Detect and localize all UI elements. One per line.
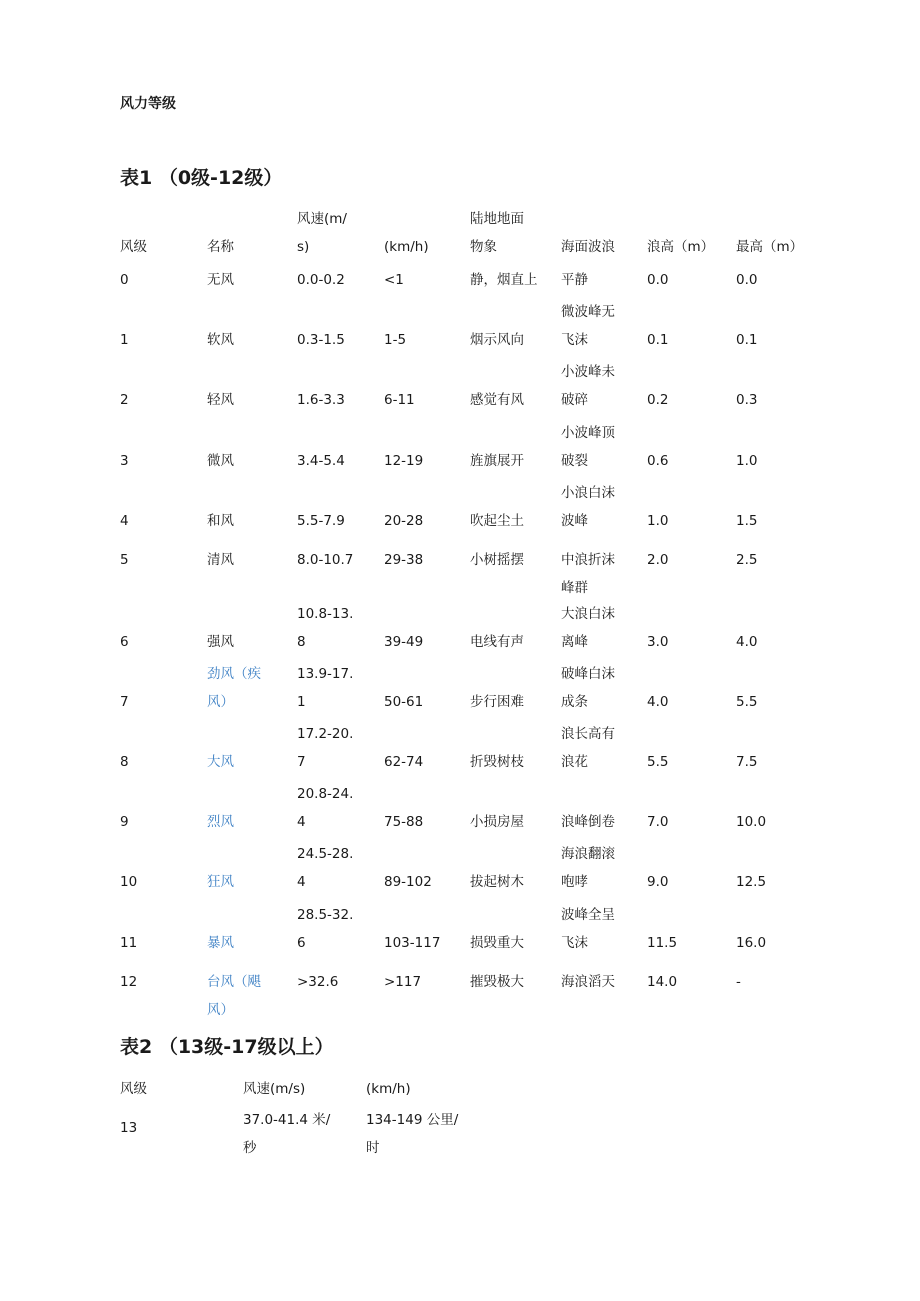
table1-cell: 89-102 [384, 874, 432, 890]
table1-cell: 12-19 [384, 453, 424, 469]
table1-cell: 4.0 [736, 634, 758, 650]
wind-name[interactable]: 大风 [207, 754, 234, 770]
table1-cell: 0.6 [647, 453, 669, 469]
table2-cell: 134-149 公里/ 时 [366, 1112, 459, 1156]
table1-cell: 海浪滔天 [561, 974, 615, 990]
table1-cell: 旌旗展开 [470, 453, 524, 469]
table2-heading: 表2 （13级-17级以上） [120, 1036, 334, 1058]
table1-cell: 0.1 [736, 332, 758, 348]
table1-cell: 24.5-28. 4 [297, 846, 354, 890]
table1-cell: 12.5 [736, 874, 767, 890]
table1-cell: 20-28 [384, 513, 424, 529]
table1-cell: 静，烟直上 [470, 272, 538, 288]
table1-cell: 10 [120, 874, 138, 890]
table1-header-cell: 名称 [207, 239, 234, 255]
table2-header-cell: 风级 [120, 1081, 147, 1097]
wind-name[interactable]: 暴风 [207, 935, 234, 951]
table1-header-cell: 最高（m） [736, 239, 804, 255]
table1-cell: 0 [120, 272, 129, 288]
table2-cell: 13 [120, 1120, 138, 1136]
table1-header-cell: 风速(m/ s) [297, 211, 347, 255]
table1-header-cell: 风级 [120, 239, 147, 255]
table2-header-cell: (km/h) [366, 1081, 411, 1097]
table1-cell: 3.4-5.4 [297, 453, 345, 469]
table1-cell: 浪长高有 浪花 [561, 726, 615, 770]
table1-cell: 小损房屋 [470, 814, 524, 830]
wind-name: 和风 [207, 513, 234, 529]
table1-cell: 1.0 [647, 513, 669, 529]
table1-cell: 破峰白沫 成条 [561, 666, 615, 710]
table1-cell: 62-74 [384, 754, 424, 770]
table2-cell: 37.0-41.4 米/ 秒 [243, 1112, 331, 1156]
table1-cell: 摧毁极大 [470, 974, 524, 990]
table1-cell: 7.0 [647, 814, 669, 830]
table1-cell: 0.2 [647, 392, 669, 408]
wind-name: 软风 [207, 332, 234, 348]
wind-name: 微风 [207, 453, 234, 469]
table1-cell: 8.0-10.7 [297, 552, 354, 568]
table1-cell: 小浪白沫 波峰 [561, 485, 615, 529]
table1-cell: 2 [120, 392, 129, 408]
table1-cell: 中浪折沫 峰群 [561, 552, 615, 596]
table1-cell: 12 [120, 974, 138, 990]
table1-heading: 表1 （0级-12级） [120, 167, 283, 189]
table1-cell: 11 [120, 935, 138, 951]
table1-cell: 5.5 [647, 754, 669, 770]
table1-cell: 损毁重大 [470, 935, 524, 951]
table1-cell: >32.6 [297, 974, 339, 990]
table1-cell: 大浪白沫 离峰 [561, 606, 615, 650]
table1-cell: 9 [120, 814, 129, 830]
table1-cell: 小树摇摆 [470, 552, 524, 568]
table1-cell: 10.0 [736, 814, 767, 830]
table1-cell: 1.6-3.3 [297, 392, 345, 408]
table1-cell: 5 [120, 552, 129, 568]
table1-cell: <1 [384, 272, 404, 288]
table1-cell: 7 [120, 694, 129, 710]
table1-cell: 2.5 [736, 552, 758, 568]
wind-name[interactable]: 劲风（疾 风） [207, 666, 261, 710]
table1-cell: 步行困难 [470, 694, 524, 710]
table1-cell: 0.1 [647, 332, 669, 348]
table1-cell: >117 [384, 974, 422, 990]
table1-cell: 8 [120, 754, 129, 770]
table1-cell: 拔起树木 [470, 874, 524, 890]
table1-cell: 微波峰无 飞沫 [561, 304, 615, 348]
table1-cell: 10.8-13. 8 [297, 606, 354, 650]
table1-cell: 4 [120, 513, 129, 529]
table1-cell: 17.2-20. 7 [297, 726, 354, 770]
table1-cell: 烟示风向 [470, 332, 524, 348]
table1-cell: 75-88 [384, 814, 424, 830]
table1-cell: 0.0-0.2 [297, 272, 345, 288]
table2-header-cell: 风速(m/s) [243, 1081, 306, 1097]
table1-cell: 7.5 [736, 754, 758, 770]
wind-name: 轻风 [207, 392, 234, 408]
table1-cell: 13.9-17. 1 [297, 666, 354, 710]
table1-cell: 0.3-1.5 [297, 332, 345, 348]
wind-name[interactable]: 烈风 [207, 814, 234, 830]
table1-cell: 50-61 [384, 694, 424, 710]
table1-header-cell: (km/h) [384, 239, 429, 255]
table1-cell: 29-38 [384, 552, 424, 568]
table1-cell: 39-49 [384, 634, 424, 650]
table1-cell: 6 [120, 634, 129, 650]
wind-name: 清风 [207, 552, 234, 568]
table1-cell: 感觉有风 [470, 392, 524, 408]
document-title: 风力等级 [120, 96, 176, 112]
table1-header-cell: 浪高（m） [647, 239, 715, 255]
table1-cell: 103-117 [384, 935, 441, 951]
table1-cell: 平静 [561, 272, 588, 288]
table1-header-cell: 海面波浪 [561, 239, 615, 255]
table1-cell: 波峰全呈 飞沫 [561, 907, 615, 951]
table1-cell: 1-5 [384, 332, 407, 348]
table1-cell: 电线有声 [470, 634, 524, 650]
table1-cell: 海浪翻滚 咆哮 [561, 846, 615, 890]
table1-cell: 5.5 [736, 694, 758, 710]
table1-cell: 6-11 [384, 392, 415, 408]
table1-cell: 9.0 [647, 874, 669, 890]
table1-cell: 1.0 [736, 453, 758, 469]
wind-name[interactable]: 台风（飓 风） [207, 974, 261, 1018]
table1-cell: 0.3 [736, 392, 758, 408]
table1-cell: 折毁树枝 [470, 754, 524, 770]
table1-cell: 14.0 [647, 974, 678, 990]
wind-name: 强风 [207, 634, 234, 650]
table1-cell: 3 [120, 453, 129, 469]
table1-cell: 16.0 [736, 935, 767, 951]
table1-cell: 1.5 [736, 513, 758, 529]
table1-cell: 2.0 [647, 552, 669, 568]
table1-cell: - [736, 974, 741, 990]
table1-cell: 小波峰未 破碎 [561, 364, 615, 408]
wind-name: 无风 [207, 272, 234, 288]
table1-cell: 吹起尘土 [470, 513, 524, 529]
table1-cell: 浪峰倒卷 [561, 814, 615, 830]
table1-cell: 1 [120, 332, 129, 348]
table1-cell: 20.8-24. 4 [297, 786, 354, 830]
table1-header-cell: 陆地地面 物象 [470, 211, 524, 255]
table1-cell: 4.0 [647, 694, 669, 710]
table1-cell: 0.0 [736, 272, 758, 288]
table1-cell: 小波峰顶 破裂 [561, 425, 615, 469]
wind-name[interactable]: 狂风 [207, 874, 234, 890]
table1-cell: 3.0 [647, 634, 669, 650]
table1-cell: 0.0 [647, 272, 669, 288]
table1-cell: 11.5 [647, 935, 678, 951]
table1-cell: 28.5-32. 6 [297, 907, 354, 951]
table1-cell: 5.5-7.9 [297, 513, 345, 529]
